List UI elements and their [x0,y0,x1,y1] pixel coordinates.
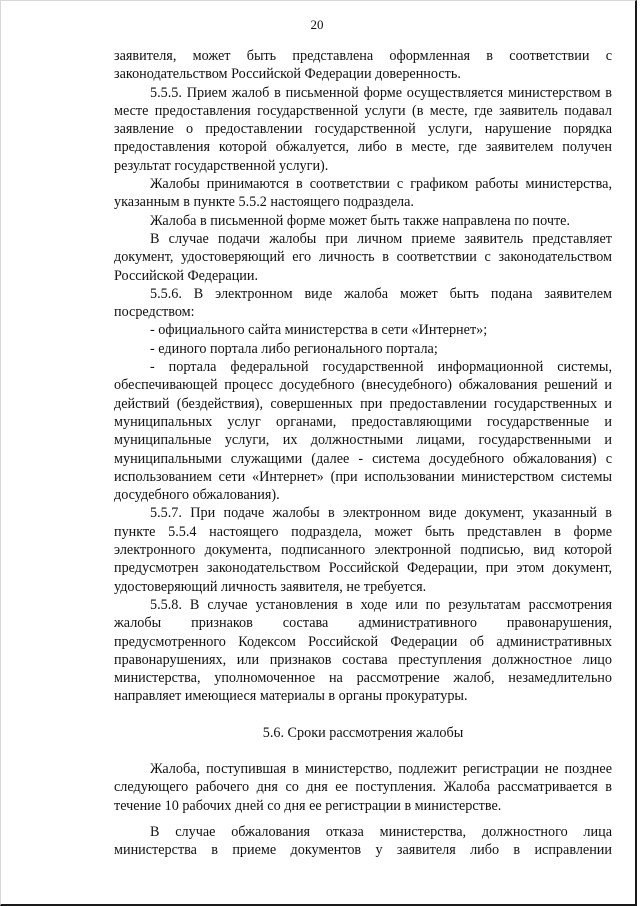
paragraph-gap [114,815,612,823]
paragraph-5-5-7: 5.5.7. При подаче жалобы в электронном виде документ, указанный в пункте 5.5.4 настоящего подраздела, может быть представлен в форме электронного документа, подписанного электронной подписью, вид которой предусмотрен законодательством Российской Федерации, при этом документ, удостоверяющий личность заявителя, не требуется. [114,505,612,595]
paragraph-5-5-6: 5.5.6. В электронном виде жалоба может быть подана заявителем посредством: [114,285,612,321]
list-item-official-site: - официального сайта министерства в сети «Интернет»; [150,322,488,339]
paragraph-registration-term: Жалоба, поступившая в министерство, подлежит регистрации не позднее следующего рабочего дня со дня ее поступления. Жалоба рассматривается в течение 10 рабочих дней со дня ее регистрации в министерстве. [114,760,612,814]
paragraph-refusal-appeal: В случае обжалования отказа министерства, должностного лица министерства в приеме документов у заявителя либо в исправлении [114,823,612,859]
paragraph-schedule: Жалобы принимаются в соответствии с графиком работы министерства, указанным в пункте 5.5.2 настоящего подраздела. [114,176,612,211]
page-number: 20 [310,17,324,32]
paragraph-5-5-8: 5.5.8. В случае установления в ходе или по результатам рассмотрения жалобы признаков состава административного правонарушения, предусмотренного Кодексом Российской Федерации об административных правонарушениях, или признаков состава преступления должностное лицо министерства, уполномоченное на рассмотрение жалоб, незамедлительно направляет имеющиеся материалы в органы прокуратуры. [114,596,612,705]
paragraph-5-5-5: 5.5.5. Прием жалоб в письменной форме осуществляется министерством в месте предоставления государственной услуги (в месте, где заявитель подавал заявление о предоставлении государственной услуги, нарушение порядка предоставления которой обжалуется, либо в месте, где заявителем получен результат государственной услуги). [114,84,612,174]
section-heading-5-6: 5.6. Сроки рассмотрения жалобы [262,724,464,741]
list-item-federal-system-portal: - портала федеральной государственной информационной системы, обеспечивающей процесс досудебного (внесудебного) обжалования решений и действий (бездействия), совершенных при предоставлении государственных и муниципальных услуг органами, предоставляющими государственные и муниципальные услуги, их должностными лицами, государственными и муниципальными служащими (далее - система досудебного обжалования) с использованием сети «Интернет» (при использовании министерством системы досудебного обжалования). [114,359,612,504]
list-item-unified-portal: - единого портала либо регионального портала; [150,340,438,357]
paragraph-personal-reception: В случае подачи жалобы при личном приеме заявитель представляет документ, удостоверяющий его личность в соответствии с законодательством Российской Федерации. [114,230,612,284]
paragraph-mail: Жалоба в письменной форме может быть также направлена по почте. [150,212,571,229]
document-body [114,47,612,859]
paragraph-representative-power-of-attorney: заявителя, может быть представлена оформленная в соответствии с законодательством Российской Федерации доверенность. [114,48,612,83]
